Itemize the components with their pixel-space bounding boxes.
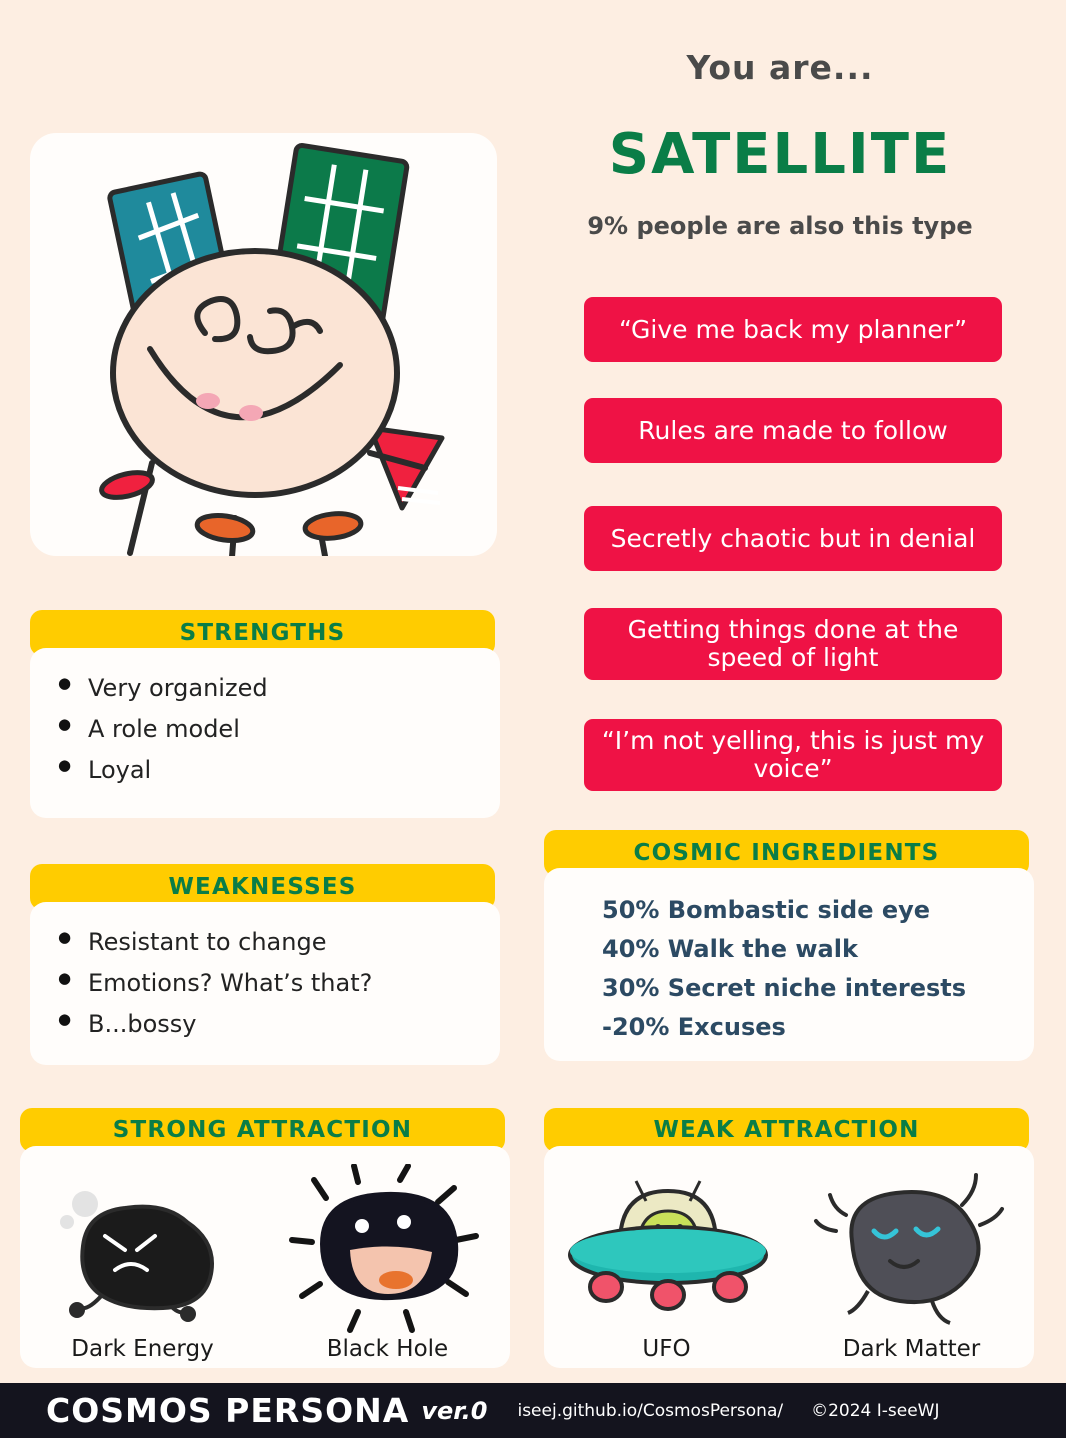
satellite-character-icon <box>30 133 497 556</box>
list-item: ● Loyal <box>88 756 500 784</box>
creature-label: UFO <box>642 1336 691 1362</box>
trait-chip: Rules are made to follow <box>584 398 1002 463</box>
strong-attraction-panel <box>20 1146 510 1368</box>
black-hole-blob-icon <box>288 1164 488 1334</box>
list-item: 30% Secret niche interests <box>602 974 967 1002</box>
footer-title: COSMOS PERSONA <box>46 1391 410 1430</box>
persona-type-title: SATELLITE <box>608 122 952 187</box>
footer-bar <box>0 1383 1066 1438</box>
footer-version: ver.0 <box>421 1396 488 1425</box>
trait-chip: “I’m not yelling, this is just my voice” <box>584 719 1002 791</box>
trait-chip: Getting things done at the speed of light <box>584 608 1002 680</box>
list-item: ● A role model <box>88 715 500 743</box>
weaknesses-title: WEAKNESSES <box>168 874 357 900</box>
trait-chip: Secretly chaotic but in denial <box>584 506 1002 571</box>
creature-black-hole <box>265 1164 510 1362</box>
strong-attraction-title: STRONG ATTRACTION <box>112 1117 413 1143</box>
ufo-icon <box>562 1169 772 1334</box>
weaknesses-list <box>30 902 500 1038</box>
footer-copyright: ©2024 I-seeWJ <box>811 1400 940 1421</box>
list-item: 50% Bombastic side eye <box>602 896 931 924</box>
list-item: ● Emotions? What’s that? <box>88 969 500 997</box>
cosmic-ingredients-title: COSMIC INGREDIENTS <box>633 840 940 866</box>
footer-url[interactable]: iseej.github.io/CosmosPersona/ <box>517 1400 784 1421</box>
list-item: 40% Walk the walk <box>602 935 858 963</box>
you-are-heading: You are... <box>686 48 874 87</box>
list-item: ● B...bossy <box>88 1010 500 1038</box>
avatar-card <box>30 133 497 556</box>
persona-percent: 9% people are also this type <box>587 212 973 240</box>
strengths-title: STRENGTHS <box>179 620 346 646</box>
cosmic-ingredients-list <box>544 868 1034 1041</box>
strengths-list <box>30 648 500 784</box>
list-item: ● Very organized <box>88 674 500 702</box>
dark-energy-blob-icon <box>43 1174 243 1334</box>
strengths-panel <box>30 648 500 818</box>
trait-chip: “Give me back my planner” <box>584 297 1002 362</box>
weak-attraction-panel <box>544 1146 1034 1368</box>
creature-dark-energy <box>20 1174 265 1362</box>
creature-ufo <box>544 1169 789 1362</box>
cosmic-ingredients-panel <box>544 868 1034 1061</box>
creature-label: Black Hole <box>326 1336 449 1362</box>
list-item: -20% Excuses <box>602 1013 786 1041</box>
creature-label: Dark Energy <box>71 1336 214 1362</box>
dark-matter-blob-icon <box>812 1169 1012 1334</box>
creature-label: Dark Matter <box>842 1336 981 1362</box>
creature-dark-matter <box>789 1169 1034 1362</box>
list-item: ● Resistant to change <box>88 928 500 956</box>
weaknesses-panel <box>30 902 500 1065</box>
weak-attraction-title: WEAK ATTRACTION <box>653 1117 920 1143</box>
